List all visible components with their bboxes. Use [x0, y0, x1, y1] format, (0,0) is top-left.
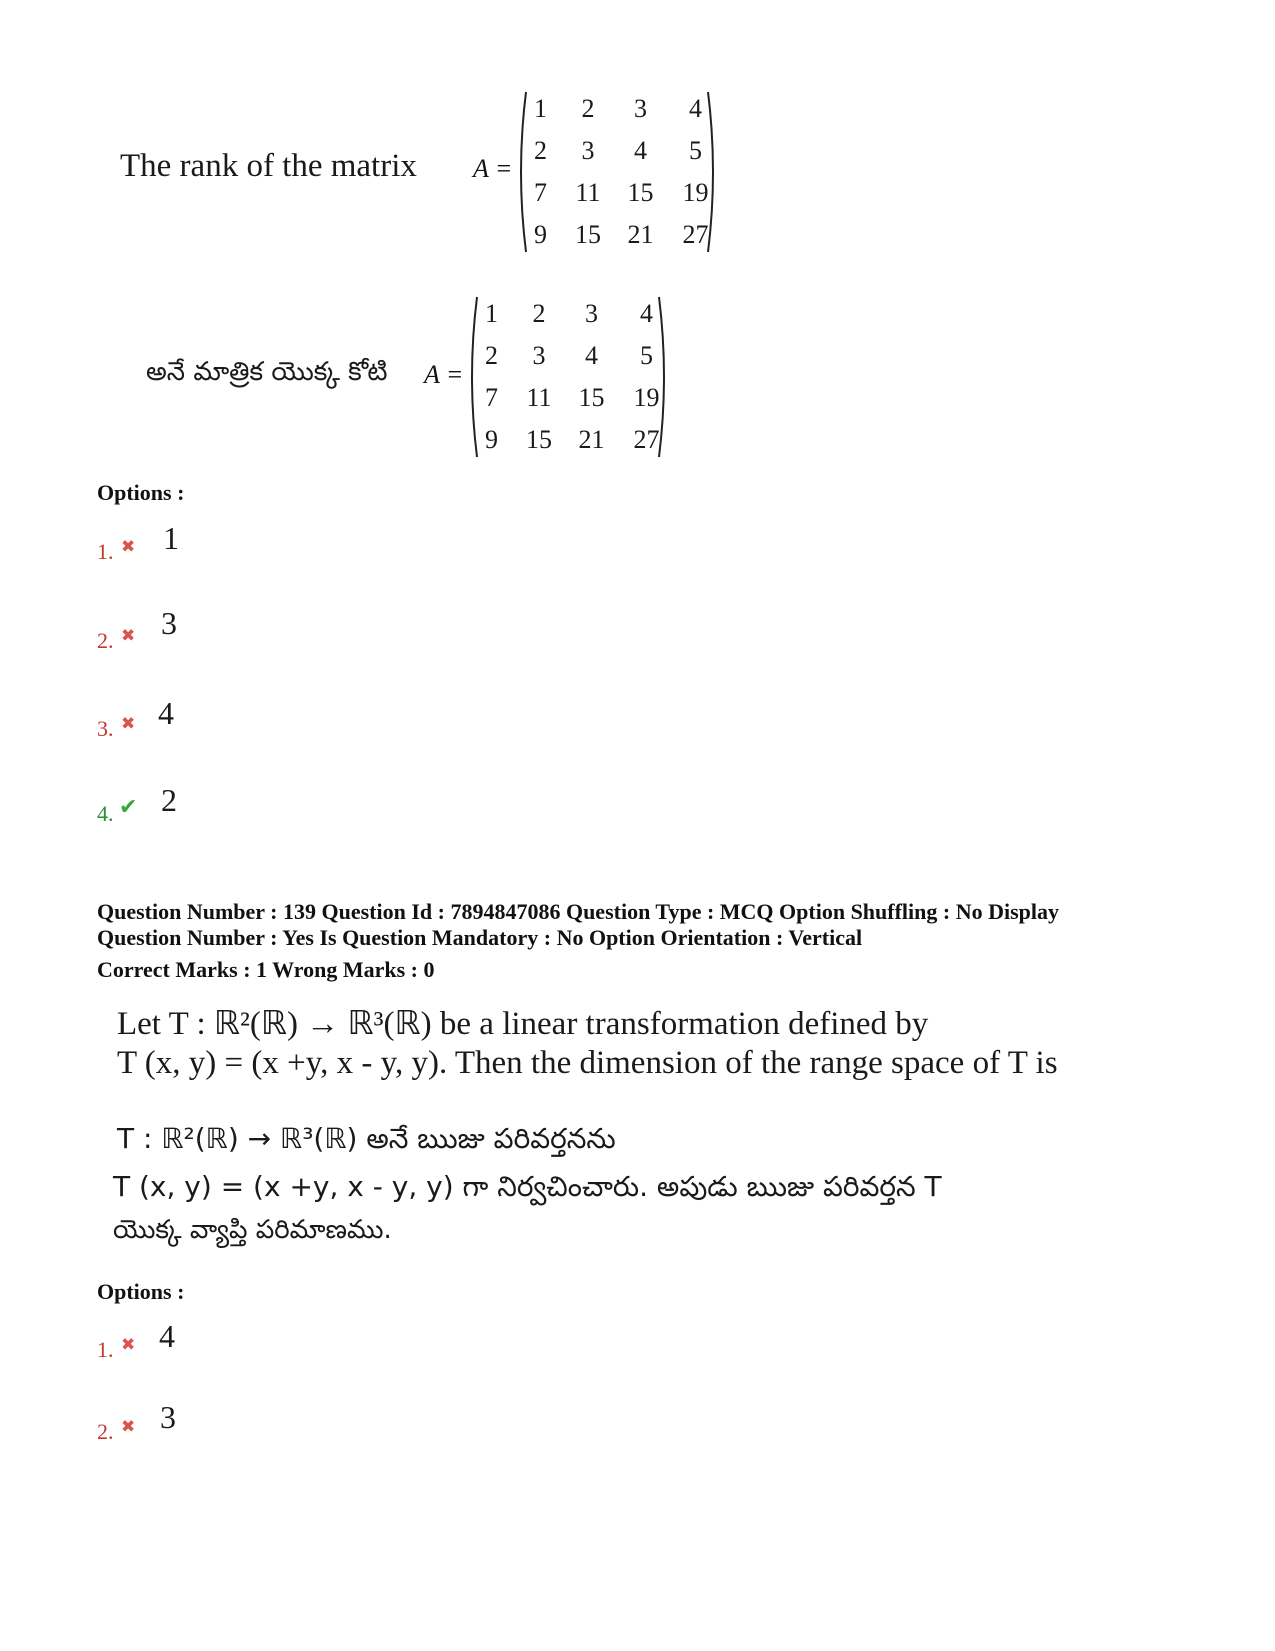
- matrix-cell: 27: [633, 425, 660, 454]
- option-number: 2.: [97, 628, 114, 653]
- matrix-cell: 3: [634, 94, 647, 123]
- q138-matrix-label-en: A =: [473, 154, 513, 183]
- matrix-cell: 7: [534, 178, 547, 207]
- matrix-cell: 2: [485, 341, 498, 370]
- matrix-cell: 4: [634, 136, 647, 165]
- matrix-cell: 9: [485, 425, 498, 454]
- matrix-cell: 11: [526, 383, 552, 412]
- matrix-cell: 2: [581, 94, 595, 123]
- matrix-grid: [469, 293, 674, 461]
- option-value: 1: [163, 520, 179, 556]
- option-row[interactable]: [97, 1399, 297, 1449]
- option-value: 2: [161, 782, 177, 818]
- matrix-cell: 3: [581, 136, 595, 165]
- matrix-cell: 4: [689, 94, 702, 123]
- option-row[interactable]: [97, 520, 297, 570]
- matrix-grid: [518, 88, 723, 256]
- matrix-cell: 15: [575, 220, 601, 249]
- q139-telugu-line-3: యొక్క వ్యాప్తి పరిమాణము.: [113, 1215, 392, 1245]
- q138-telugu-text: అనే మాత్రిక యొక్క కోటి: [146, 357, 388, 387]
- matrix-cell: 4: [640, 299, 653, 328]
- matrix-cell: 15: [627, 178, 654, 207]
- q139-telugu-line-1: T : ℝ²(ℝ) → ℝ³(ℝ) అనే ఋజు పరివర్తనను: [117, 1122, 616, 1155]
- option-value: 3: [160, 1399, 176, 1435]
- question-meta-line-1: Question Number : 139 Question Id : 7894847086 Question Type : MCQ Option Shuffling : No Display: [97, 899, 1060, 924]
- matrix-cell: 11: [575, 178, 601, 207]
- matrix-cell: 19: [682, 178, 709, 207]
- q139-english-line-1: Let T : ℝ²(ℝ) → ℝ³(ℝ) be a linear transformation defined by: [117, 1006, 929, 1042]
- option-number: 1.: [97, 1337, 114, 1362]
- matrix-cell: 15: [526, 425, 552, 454]
- check-mark-icon: ✔: [119, 795, 138, 820]
- matrix-cell: 5: [640, 341, 653, 370]
- options-heading: Options :: [97, 480, 185, 505]
- wrong-mark-icon: ✖: [121, 1335, 136, 1355]
- option-value: 3: [161, 605, 177, 641]
- matrix-cell: 2: [532, 299, 546, 328]
- q138-english-text: The rank of the matrix: [120, 148, 417, 184]
- question-meta-line-2: Question Number : Yes Is Question Mandatory : No Option Orientation : Vertical: [97, 925, 863, 950]
- options-heading: Options :: [97, 1279, 185, 1304]
- q138-matrix-te: [467, 293, 672, 461]
- wrong-mark-icon: ✖: [121, 1417, 136, 1437]
- matrix-cell: 1: [485, 299, 498, 328]
- q138-matrix-label-te: A =: [424, 360, 464, 389]
- matrix-cell: 19: [633, 383, 660, 412]
- matrix-cell: 3: [585, 299, 598, 328]
- option-row[interactable]: [97, 1318, 297, 1368]
- wrong-mark-icon: ✖: [121, 714, 136, 734]
- matrix-cell: 3: [532, 341, 546, 370]
- q139-english-line-2: T (x, y) = (x +y, x - y, y). Then the dimension of the range space of T is: [117, 1045, 1058, 1081]
- matrix-cell: 4: [585, 341, 598, 370]
- q138-matrix-en: [516, 88, 721, 256]
- option-row[interactable]: [97, 782, 297, 832]
- wrong-mark-icon: ✖: [121, 537, 136, 557]
- question-marks-line: Correct Marks : 1 Wrong Marks : 0: [97, 957, 435, 982]
- matrix-cell: 1: [534, 94, 547, 123]
- wrong-mark-icon: ✖: [121, 626, 136, 646]
- matrix-cell: 21: [578, 425, 605, 454]
- q139-telugu-line-2: T (x, y) = (x +y, x - y, y) గా నిర్వచించారు. అపుడు ఋజు పరివర్తన T: [113, 1170, 942, 1203]
- matrix-cell: 15: [578, 383, 605, 412]
- matrix-cell: 21: [627, 220, 654, 249]
- matrix-cell: 5: [689, 136, 702, 165]
- matrix-cell: 9: [534, 220, 547, 249]
- option-row[interactable]: [97, 695, 297, 745]
- matrix-cell: 27: [682, 220, 709, 249]
- option-value: 4: [159, 1318, 175, 1354]
- option-number: 4.: [97, 801, 114, 826]
- matrix-cell: 7: [485, 383, 498, 412]
- option-value: 4: [158, 695, 174, 731]
- option-number: 3.: [97, 716, 114, 741]
- option-row[interactable]: [97, 605, 297, 655]
- option-number: 1.: [97, 539, 114, 564]
- matrix-cell: 2: [534, 136, 547, 165]
- option-number: 2.: [97, 1419, 114, 1444]
